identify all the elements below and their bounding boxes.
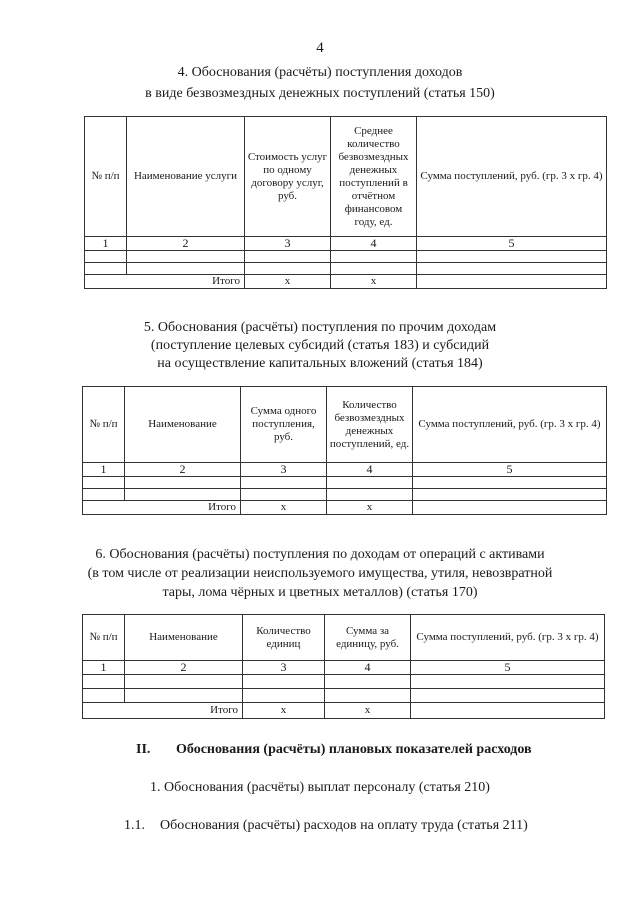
page-number: 4 <box>316 40 324 56</box>
column-number: 5 <box>417 237 607 251</box>
column-number: 3 <box>241 463 327 477</box>
total-label: Итого <box>83 703 243 719</box>
header-cell: № п/п <box>83 615 125 661</box>
table-row <box>85 263 607 275</box>
section6-title-line1: 6. Обоснования (расчёты) поступления по доходам от операций с активами <box>95 547 545 562</box>
column-number: 2 <box>127 237 245 251</box>
header-cell: Наименование <box>125 387 241 463</box>
total-x-cell: х <box>245 275 331 289</box>
section5-title-line1: 5. Обоснования (расчёты) поступления по прочим доходам <box>143 320 497 335</box>
total-x-cell: х <box>327 501 413 515</box>
header-cell: № п/п <box>85 117 127 237</box>
column-number: 1 <box>83 661 125 675</box>
table-row <box>83 675 605 689</box>
section6-table <box>82 614 605 719</box>
header-cell: Сумма одного поступления, руб. <box>241 387 327 463</box>
section5-title-line3: на осуществление капитальных вложений (статья 184) <box>157 356 483 371</box>
table-header-row <box>85 117 607 237</box>
total-x-cell: х <box>243 703 325 719</box>
column-number-row <box>83 463 607 477</box>
section4-title-line2: в виде безвозмездных денежных поступлений (статья 150) <box>145 86 495 101</box>
part2-numeral: II. <box>136 742 151 757</box>
part2-item1: 1. Обоснования (расчёты) выплат персоналу (статья 210) <box>150 780 490 795</box>
column-number: 4 <box>331 237 417 251</box>
column-number: 2 <box>125 661 243 675</box>
table-header-row <box>83 387 607 463</box>
total-label: Итого <box>85 275 245 289</box>
total-row <box>85 275 607 289</box>
total-label: Итого <box>83 501 241 515</box>
column-number: 1 <box>85 237 127 251</box>
total-row <box>83 703 605 719</box>
column-number: 5 <box>411 661 605 675</box>
column-number: 2 <box>125 463 241 477</box>
header-cell: Наименование <box>125 615 243 661</box>
section6-title-line3: тары, лома чёрных и цветных металлов) (статья 170) <box>162 585 478 600</box>
table-row <box>85 251 607 263</box>
header-cell: Среднее количество безвозмездных денежных поступлений в отчётном финансовом году, ед. <box>331 117 417 237</box>
part2-item1-1: Обоснования (расчёты) расходов на оплату труда (статья 211) <box>160 818 528 833</box>
section5-table <box>82 386 607 515</box>
header-cell: Количество единиц <box>243 615 325 661</box>
header-cell: Сумма поступлений, руб. (гр. 3 х гр. 4) <box>417 117 607 237</box>
total-row <box>83 501 607 515</box>
part2-item1-1-number: 1.1. <box>124 818 145 833</box>
section5-title-line2: (поступление целевых субсидий (статья 183) и субсидий <box>150 338 490 353</box>
part2-title: Обоснования (расчёты) плановых показателей расходов <box>176 742 532 757</box>
column-number: 4 <box>325 661 411 675</box>
column-number: 4 <box>327 463 413 477</box>
section4-title-line1: 4. Обоснования (расчёты) поступления доходов <box>177 65 463 80</box>
column-number: 3 <box>245 237 331 251</box>
total-x-cell: х <box>325 703 411 719</box>
table-row <box>83 477 607 489</box>
header-cell: Стоимость услуг по одному договору услуг, руб. <box>245 117 331 237</box>
section6-title-line2: (в том числе от реализации неиспользуемого имущества, утиля, невозвратной <box>87 566 553 581</box>
header-cell: Наименование услуги <box>127 117 245 237</box>
column-number: 3 <box>243 661 325 675</box>
header-cell: Количество безвозмездных денежных поступлений, ед. <box>327 387 413 463</box>
column-number: 5 <box>413 463 607 477</box>
column-number-row <box>85 237 607 251</box>
section4-table <box>84 116 607 289</box>
column-number-row <box>83 661 605 675</box>
table-header-row <box>83 615 605 661</box>
header-cell: Сумма за единицу, руб. <box>325 615 411 661</box>
header-cell: № п/п <box>83 387 125 463</box>
column-number: 1 <box>83 463 125 477</box>
table-row <box>83 689 605 703</box>
total-x-cell: х <box>331 275 417 289</box>
total-x-cell: х <box>241 501 327 515</box>
header-cell: Сумма поступлений, руб. (гр. 3 х гр. 4) <box>411 615 605 661</box>
header-cell: Сумма поступлений, руб. (гр. 3 х гр. 4) <box>413 387 607 463</box>
table-row <box>83 489 607 501</box>
